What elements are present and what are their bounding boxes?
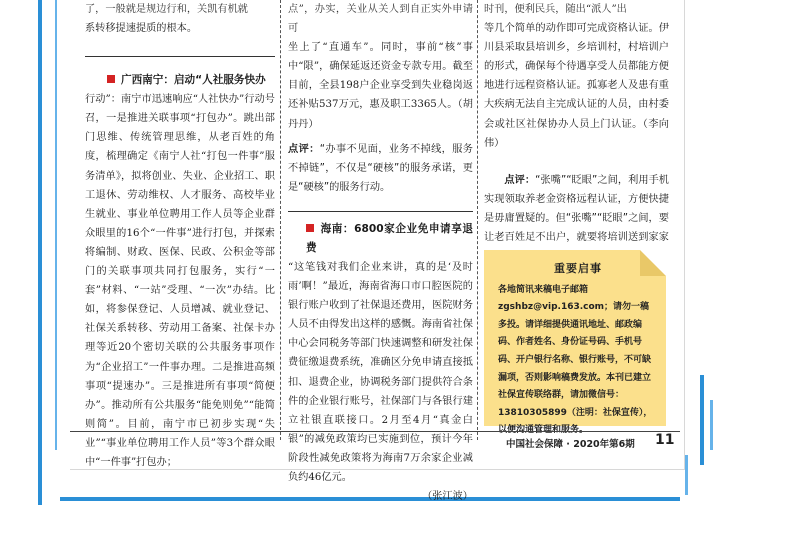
publication-info: 中国社会保障 · 2020年第6期	[506, 439, 635, 450]
continued-text: 坐上了“直通车”。同时，事前“核”事中“限”，确保延返还资金专款专用。截至目前，全县198户企业享受到失业稳岗返还补贴537万元，惠及职工3365人。（胡丹丹）	[288, 42, 473, 130]
decorative-frame-right	[700, 375, 704, 465]
article-column-1	[85, 0, 275, 472]
headline-marker-icon	[107, 75, 115, 83]
column-divider	[280, 0, 281, 440]
decorative-frame-left	[38, 0, 42, 505]
decorative-frame-right-inner	[710, 400, 713, 450]
continued-text: 时刊，便利民兵，随出“派人”出	[484, 4, 627, 15]
article-body	[85, 90, 275, 472]
article-headline: 广西南宁：启动“人社服务快办	[85, 71, 275, 90]
comment-text: “办事不见面，业务不掉线，服务不掉链”，不仅是“硬核”的服务承诺，更是“硬核”的服务行动。	[288, 143, 473, 193]
column-divider	[477, 0, 478, 440]
page-number: 11	[655, 432, 675, 448]
comment-label: 点评：	[504, 174, 536, 186]
article-headline: 海南：6800家企业免申请享退费	[306, 222, 473, 254]
continued-text: 了，一般就是规边行和，关凯有机就	[85, 4, 248, 15]
notice-title: 重要启事	[554, 262, 602, 275]
continued-text: 点”，办实，关业从关人到自正实外申请可	[288, 4, 473, 35]
footer-rule	[70, 431, 680, 432]
continued-text: 等几个简单的动作即可完成资格认证。伊川县采取县培训乡，乡培训村，村培训户的形式，确保每个待遇享受人员都能方便地进行远程资格认证。孤寡老人及患有重大疾病无法自主完成认证的人员，由村委会或社区社保协办人员上门认证。（李向伟）	[484, 23, 669, 149]
article-body	[288, 258, 473, 487]
decorative-frame-left-inner	[55, 0, 57, 450]
article-text: “这笔钱对我们企业来讲，真的是‘及时雨’啊！”最近，海南省海口市口腔医院的银行账户收到了社保退还费用，医院财务人员不由得发出这样的感慨。海南省社保中心会同税务等部门快速调整和研发社保费征缴退费系统，准确区分免申请直接抵扣、退费企业，协调税务部门提供符合条件的企业银行账号，社保部门与各银行建立社银直联接口。2月至4月“真金白银”的减免政策均已实施到位，预计今年阶段性减免政策将为海南7万余家企业减负约46亿元。	[288, 261, 473, 483]
headline-marker-icon	[306, 224, 314, 232]
page-fold-decoration	[640, 250, 666, 276]
continued-text: 系转移提速提质的根本。	[85, 23, 198, 35]
article-column-3	[484, 0, 669, 266]
article-text: 行动”：南宁市迅速响应“人社快办”行动号召，一是推进关联事项“打包办”。跳出部门思维、传统管理思维，从老百姓的角度，梳理确定《南宁人社“打包一件事”服务清单》，拟将创业、失业、企业招工、职工退休、劳动维权、人才服务、高校毕业生就业、事业单位聘用工作人员等企业群众眼里的16个“一件事”进行打包，并探索将编制、财政、医保、民政、公积金等部门的关联事项共同打包服务，实行“一套”材料、“一站”受理、“一次”办结。比如，将参保登记、人员增减、就业登记、社保关系转移、劳动用工备案、社保卡办理等近20个密切关联的公共服务事项作为“企业招工”一件事办理。二是推进高频事项“提速办”。三是推进所有事项“简便办”。推动所有公共服务“能免则免”“能简则简”。目前，南宁市已初步实现“失业”“事业单位聘用工作人员”等3个群众眼中“一件事”打包办；	[85, 94, 275, 468]
decorative-frame-right-lower	[685, 455, 688, 495]
comment-label: 点评：	[288, 143, 320, 155]
notice-box	[484, 250, 666, 436]
comment-block	[288, 140, 473, 197]
comment-text: “张嘴”“眨眼”之间，利用手机实现领取养老金资格远程认证，方便快捷是毋庸置疑的。但“张嘴”“眨眼”之间，要让老百姓足不出户，就要将培训送到家家	[484, 174, 669, 244]
author-credit: （张江波）	[422, 491, 473, 503]
notice-body: 各地简讯来稿电子邮箱 zgshbz@vip.163.com；请勿一稿多投。请详细提供通讯地址、邮政编码、作者姓名、身份证号码、手机号码、开户银行名称、银行账号，不可缺漏项，否则影响稿费发放。本刊已建立社保宣传联络群，请加微信号：13810305899（注明：社保宣传），以便沟通管理和服务。	[498, 284, 653, 436]
